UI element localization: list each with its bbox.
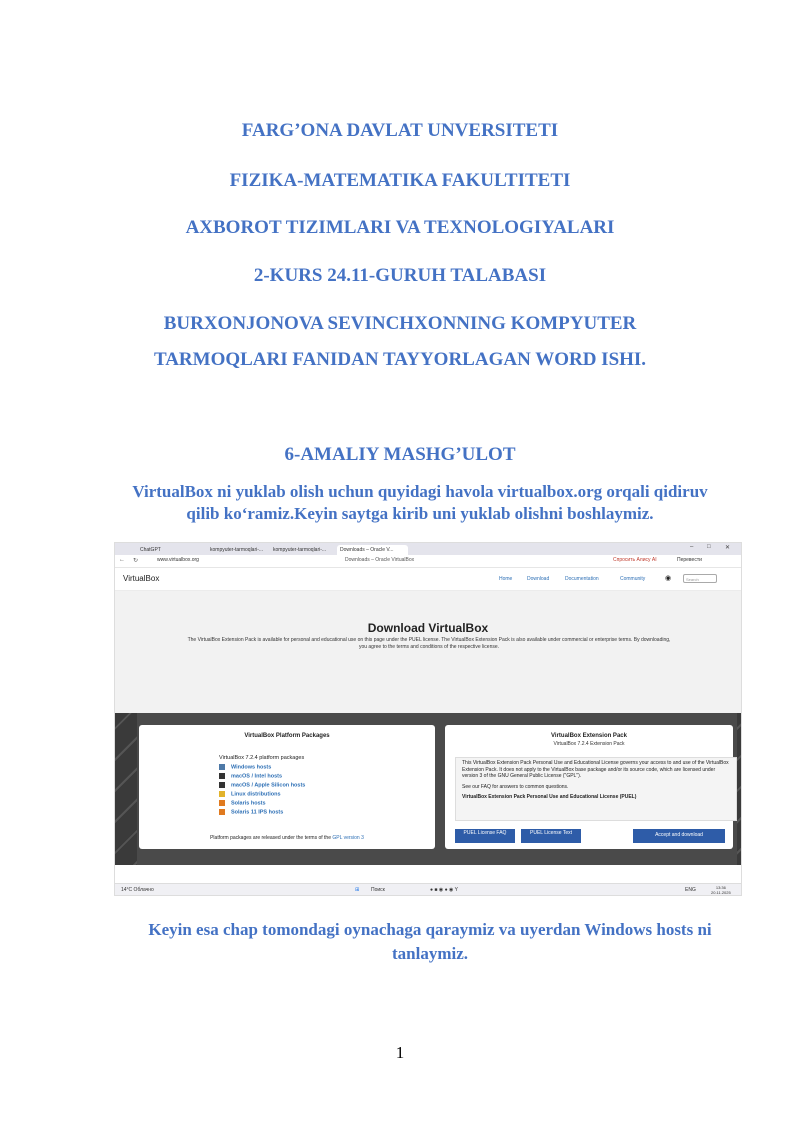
taskbar-apps-icon[interactable]: ● ■ ◉ ● ◉ Y: [430, 887, 458, 893]
download-title: Download VirtualBox: [367, 621, 489, 635]
puel-text-button[interactable]: PUEL License Text: [521, 829, 581, 843]
tab-doc-2[interactable]: kompyuter-tarmoqlari-...: [273, 547, 327, 553]
faculty-name: FIZIKA-MATEMATIKA FAKULTITETI: [229, 170, 571, 191]
gpl-link[interactable]: GPL version 3: [332, 835, 364, 841]
minimize-icon[interactable]: –: [690, 544, 694, 550]
url-field[interactable]: www.virtualbox.org: [157, 557, 199, 563]
menu-download[interactable]: Download: [527, 576, 550, 582]
start-icon[interactable]: ⊞: [355, 887, 360, 893]
accept-download-button[interactable]: Accept and download: [633, 829, 725, 843]
virtualbox-logo[interactable]: VirtualBox: [123, 574, 160, 583]
menu-community[interactable]: Community: [620, 576, 646, 582]
license-text: This VirtualBox Extension Pack Personal Use and Educational License governs your access to and use of the VirtualBox Extension Pack. It does not apply to the VirtualBox base package and/or its source code, which are licensed under version 3 of the GNU General Public License ("GPL").: [462, 760, 729, 779]
pkg-linux[interactable]: Linux distributions: [219, 791, 281, 797]
pkg-solaris-ips[interactable]: Solaris 11 IPS hosts: [219, 809, 283, 815]
gpl-note: Platform packages are released under the terms of the GPL version 3: [210, 835, 364, 841]
linux-icon: [219, 791, 225, 797]
browser-tab-bar: [115, 543, 741, 555]
clock[interactable]: 13:36 20.11.2025: [711, 885, 731, 895]
department-name: AXBOROT TIZIMLARI VA TEXNOLOGIYALARI: [185, 217, 615, 238]
pkg-windows-hosts[interactable]: Windows hosts: [219, 764, 271, 770]
reload-icon[interactable]: ↻: [133, 558, 139, 564]
packages-band: [115, 713, 741, 865]
apple-icon: [219, 773, 225, 779]
alisa-ai-button[interactable]: Спросить Алису AI: [613, 557, 657, 563]
translate-button[interactable]: Перевести: [677, 557, 702, 563]
extension-pack-panel: [445, 725, 733, 849]
tab-downloads[interactable]: Downloads – Oracle V...: [337, 545, 408, 555]
back-icon[interactable]: ←: [119, 557, 125, 563]
pkg-macos-intel[interactable]: macOS / Intel hosts: [219, 773, 282, 779]
outro-paragraph: Keyin esa chap tomondagi oynachaga qaraymiz va uyerdan Windows hosts ni tanlaymiz.: [148, 920, 712, 963]
close-icon[interactable]: ✕: [725, 545, 731, 551]
apple-icon: [219, 782, 225, 788]
site-search-input[interactable]: Search: [683, 574, 717, 583]
platform-packages-heading: VirtualBox 7.2.4 platform packages: [219, 755, 305, 761]
github-icon[interactable]: ◉: [665, 575, 672, 582]
browser-screenshot: [114, 542, 742, 896]
license-textbox[interactable]: [455, 757, 737, 821]
windows-taskbar: [115, 883, 741, 896]
windows-icon: [219, 764, 225, 770]
address-bar: [115, 555, 741, 568]
author-line: BURXONJONOVA SEVINCHXONNING KOMPYUTER: [163, 313, 637, 334]
platform-panel-title: VirtualBox Platform Packages: [244, 733, 330, 739]
download-description: The VirtualBox Extension Pack is available for personal and educational use on this page under the PUEL license. The VirtualBox Extension Pack is also available under commercial or enterprise terms. By downloading, you agree to the terms and conditions of the respective license.: [187, 637, 671, 650]
pkg-solaris[interactable]: Solaris hosts: [219, 800, 266, 806]
maximize-icon[interactable]: □: [707, 544, 711, 550]
tab-doc-1[interactable]: kompyuter-tarmoqlari-...: [210, 547, 264, 553]
extension-panel-title: VirtualBox Extension Pack: [551, 733, 627, 739]
work-title-line: TARMOQLARI FANIDAN TAYYORLAGAN WORD ISHI.: [153, 349, 647, 370]
solaris-icon: [219, 809, 225, 815]
university-name: FARG’ONA DAVLAT UNVERSITETI: [241, 120, 559, 141]
section-title: 6-AMALIY MASHG’ULOT: [284, 444, 516, 465]
extension-panel-subtitle: VirtualBox 7.2.4 Extension Pack: [553, 741, 625, 747]
menu-home[interactable]: Home: [499, 576, 513, 582]
intro-paragraph: VirtualBox ni yuklab olish uchun quyidagi havola virtualbox.org orqali qidiruv qilib ko‘ramiz.Keyin saytga kirib uni yuklab olishni boshlaymiz.: [132, 482, 708, 523]
platform-packages-panel: [139, 725, 435, 849]
license-heading: VirtualBox Extension Pack Personal Use and Educational License (PUEL): [462, 794, 637, 800]
hero-section: [115, 591, 741, 713]
language-indicator[interactable]: ENG: [685, 887, 696, 893]
weather-widget[interactable]: 14°C Облачно: [121, 887, 154, 893]
tab-chatgpt[interactable]: ChatGPT: [140, 547, 161, 553]
taskbar-search[interactable]: Поиск: [371, 887, 385, 893]
page-title-text: Downloads – Oracle VirtualBox: [345, 557, 415, 563]
page-number: 1: [395, 1043, 405, 1062]
site-nav: [115, 568, 741, 591]
solaris-icon: [219, 800, 225, 806]
group-line: 2-KURS 24.11-GURUH TALABASI: [253, 265, 547, 286]
pkg-macos-arm[interactable]: macOS / Apple Silicon hosts: [219, 782, 305, 788]
menu-documentation[interactable]: Documentation: [565, 576, 599, 582]
puel-faq-button[interactable]: PUEL License FAQ: [455, 829, 515, 843]
faq-text: See our FAQ for answers to common questions.: [462, 783, 569, 790]
